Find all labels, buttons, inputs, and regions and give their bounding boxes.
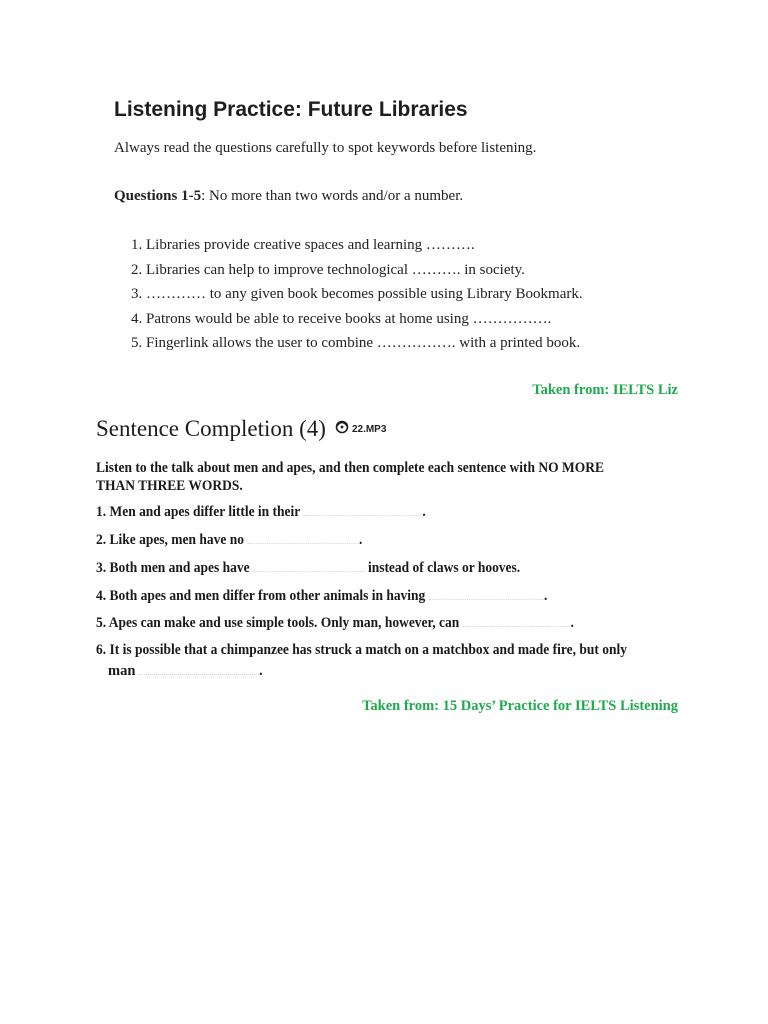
section1-question-list — [131, 235, 583, 358]
question-item: 2. Libraries can help to improve technological ………. in society. — [131, 261, 525, 278]
instruction-rest: : No more than two words and/or a number. — [201, 188, 464, 204]
answer-blank — [303, 503, 422, 516]
item-text-after: . — [358, 532, 363, 548]
question-item: 1. Libraries provide creative spaces and learning ………. — [131, 237, 475, 253]
item-text-after: . — [570, 615, 574, 631]
completion-item — [96, 559, 520, 577]
item-text: 6. It is possible that a chimpanzee has struck a match on a matchbox and made fire, but only — [96, 642, 627, 658]
answer-blank — [253, 559, 365, 572]
completion-item — [96, 503, 426, 521]
answer-blank — [247, 531, 359, 544]
item-text-after: instead of claws or hooves. — [367, 560, 521, 576]
section1-intro: Always read the questions carefully to spot keywords before listening. — [114, 140, 537, 156]
completion-item — [96, 531, 362, 549]
completion-item — [96, 587, 547, 605]
answer-blank — [429, 587, 544, 600]
section2-title-text: Sentence Completion (4) — [96, 416, 326, 441]
answer-blank — [139, 662, 259, 675]
answer-blank — [463, 614, 571, 627]
item-text-after: . — [543, 588, 548, 604]
section2-title — [96, 414, 386, 442]
section1-instruction — [114, 188, 463, 205]
audio-track-label: 22.MP3 — [351, 424, 387, 435]
section1-title: Listening Practice: Future Libraries — [114, 98, 468, 121]
question-item: 5. Fingerlink allows the user to combine ……………. with a printed book. — [131, 335, 581, 351]
completion-item — [96, 614, 574, 632]
item-text-after: . — [422, 504, 426, 520]
item-text-after: . — [259, 663, 263, 679]
item-text: 2. Like apes, men have no — [96, 532, 244, 548]
source-credit-1: Taken from: IELTS Liz — [532, 382, 678, 398]
question-item: 4. Patrons would be able to receive books at home using ……………. — [131, 310, 552, 327]
section2-instruction: Listen to the talk about men and apes, and then complete each sentence with NO MORE THAN THREE WORDS. — [96, 460, 604, 494]
item-text: 3. Both men and apes have — [96, 560, 250, 576]
item-text: 1. Men and apes differ little in their — [96, 504, 301, 520]
source-credit-2: Taken from: 15 Days’ Practice for IELTS Listening — [362, 698, 678, 714]
instruction-bold: Questions 1-5 — [114, 188, 202, 204]
completion-item-continuation — [108, 662, 263, 680]
headphones-cd-icon — [334, 414, 350, 440]
item-text: man — [108, 663, 136, 679]
completion-item — [96, 642, 627, 659]
item-text: 5. Apes can make and use simple tools. Only man, however, can — [96, 615, 460, 631]
question-item: 3. ………… to any given book becomes possible using Library Bookmark. — [131, 286, 583, 302]
item-text: 4. Both apes and men differ from other animals in having — [96, 588, 426, 604]
